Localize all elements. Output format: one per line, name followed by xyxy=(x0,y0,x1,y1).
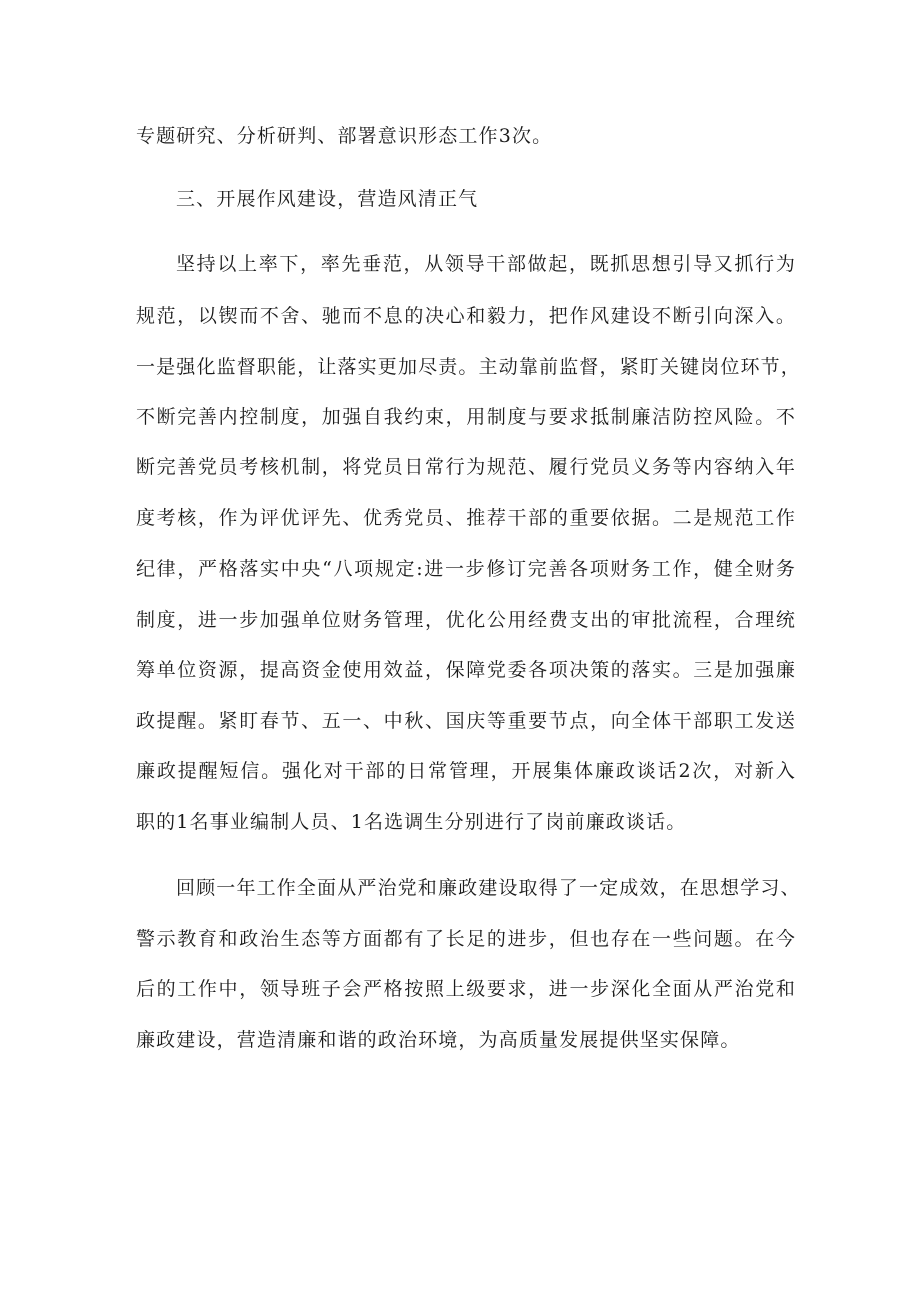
paragraph-line: 廉政提醒短信。强化对干部的日常管理，开展集体廉政谈话2次，对新入 xyxy=(136,760,796,782)
paragraph-line: 度考核，作为评优评先、优秀党员、推荐干部的重要依据。二是规范工作 xyxy=(136,507,796,529)
paragraph-line: 职的1名事业编制人员、1名选调生分别进行了岗前廉政谈话。 xyxy=(136,811,687,833)
paragraph-line: 一是强化监督职能，让落实更加尽责。主动靠前监督，紧盯关键岗位环节， xyxy=(136,356,801,378)
section-heading: 三、开展作风建设，营造风清正气 xyxy=(176,188,479,210)
paragraph-line: 回顾一年工作全面从严治党和廉政建设取得了一定成效，在思想学习、 xyxy=(176,877,801,899)
paragraph-line: 廉政建设，营造清廉和谐的政治环境，为高质量发展提供坚实保障。 xyxy=(136,1029,741,1051)
paragraph-line: 不断完善内控制度，加强自我约束，用制度与要求抵制廉洁防控风险。不 xyxy=(136,406,796,428)
continuation-line: 专题研究、分析研判、部署意识形态工作3次。 xyxy=(136,125,553,147)
paragraph-line: 筹单位资源，提高资金使用效益，保障党委各项决策的落实。三是加强廉 xyxy=(136,659,796,681)
paragraph-line: 后的工作中，领导班子会严格按照上级要求，进一步深化全面从严治党和 xyxy=(136,978,796,1000)
paragraph-line: 断完善党员考核机制，将党员日常行为规范、履行党员义务等内容纳入年 xyxy=(136,456,796,478)
paragraph-line: 纪律，严格落实中央“八项规定:进一步修订完善各项财务工作，健全财务 xyxy=(136,558,796,580)
paragraph-line: 警示教育和政治生态等方面都有了长足的进步，但也存在一些问题。在今 xyxy=(136,928,796,950)
paragraph-line: 制度，进一步加强单位财务管理，优化公用经费支出的审批流程，合理统 xyxy=(136,609,796,631)
paragraph-line: 政提醒。紧盯春节、五一、中秋、国庆等重要节点，向全体干部职工发送 xyxy=(136,710,796,732)
paragraph-line: 坚持以上率下，率先垂范，从领导干部做起，既抓思想引导又抓行为 xyxy=(176,253,796,275)
paragraph-line: 规范，以锲而不舍、驰而不息的决心和毅力，把作风建设不断引向深入。 xyxy=(136,305,796,327)
